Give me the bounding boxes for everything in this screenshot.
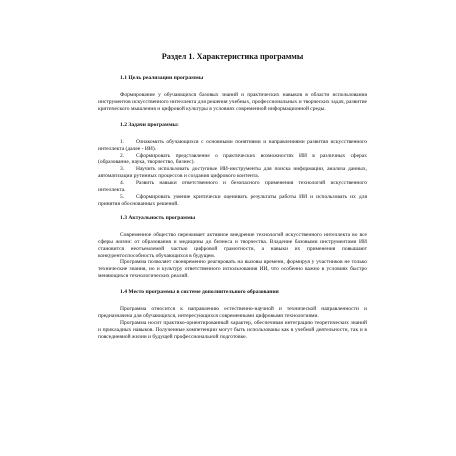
relevance-paragraph-2: Программа позволяет своевременно реагировать на вызовы времени, формируя у участников не только технические знания, но и культуру ответственного использования ИИ, что особенно важно в условиях быстро меняющихся технологических реалий. bbox=[98, 259, 367, 280]
list-item-text: Ознакомить обучающихся с основными понятиями и направлениями развития искусственного интеллекта (далее - ИИ). bbox=[98, 138, 367, 152]
list-item bbox=[98, 139, 367, 153]
list-item bbox=[98, 180, 367, 194]
list-item-number: 2. bbox=[120, 152, 125, 159]
place-paragraph-1: Программа относится к направлению естественно-научной и технической направленности и предназначена для обучающихся, интересующихся современными цифровыми технологиями. bbox=[98, 306, 367, 320]
list-item-text: Сформировать умение критически оценивать результаты работы ИИ и использовать их для принятия обоснованных решений. bbox=[98, 193, 367, 207]
heading-tasks: 1.2 Задачи программы: bbox=[120, 121, 179, 128]
goal-paragraph: Формирование у обучающихся базовых знаний и практических навыков в области использования инструментов искусственного интеллекта для решения учебных, профессиональных и творческих задач, развитие критического мышления и цифровой культуры в условиях современной информационной среды. bbox=[98, 92, 367, 112]
place-paragraph-2: Программа носит практико-ориентированный характер, обеспечивая интеграцию теоретических знаний и прикладных навыков. Полученные компетенции могут быть использованы как в учебной деятельности, так и в повседневной жизни и будущей профессиональной подготовке. bbox=[98, 319, 367, 340]
list-item-number: 3. bbox=[120, 166, 125, 173]
heading-place: 1.4 Место программы в системе дополнительного образования bbox=[120, 289, 279, 296]
list-item-text: Сформировать представление о практических возможностях ИИ в различных сферах (образование, наука, творчество, бизнес). bbox=[98, 152, 367, 166]
list-item-number: 1. bbox=[120, 138, 125, 145]
heading-relevance: 1.3 Актуальность программы bbox=[120, 214, 196, 221]
list-item-number: 5. bbox=[120, 193, 125, 200]
list-item bbox=[98, 153, 367, 167]
list-item-number: 4. bbox=[120, 180, 125, 187]
tasks-list bbox=[98, 139, 367, 208]
section-title: Раздел 1. Характеристика программы bbox=[161, 52, 304, 61]
list-item-text: Развить навыки ответственного и безопасного применения технологий искусственного интеллекта. bbox=[98, 180, 367, 194]
list-item-text: Научить использовать доступные ИИ-инструменты для поиска информации, анализа данных, автоматизации рутинных процессов и создания цифрового контента. bbox=[98, 166, 367, 180]
list-item bbox=[98, 194, 367, 208]
list-item bbox=[98, 166, 367, 180]
relevance-paragraph-1: Современное общество переживает активное внедрение технологий искусственного интеллекта во все сферы жизни: от образования и медицины до бизнеса и творчества. Владение базовыми инструментами ИИ становится неотъемлемой частью цифровой грамотности, а навыки их применения повышают конкурентоспособность обучающихся в будущем. bbox=[98, 231, 367, 259]
heading-goal: 1.1 Цель реализации программы bbox=[120, 75, 204, 81]
